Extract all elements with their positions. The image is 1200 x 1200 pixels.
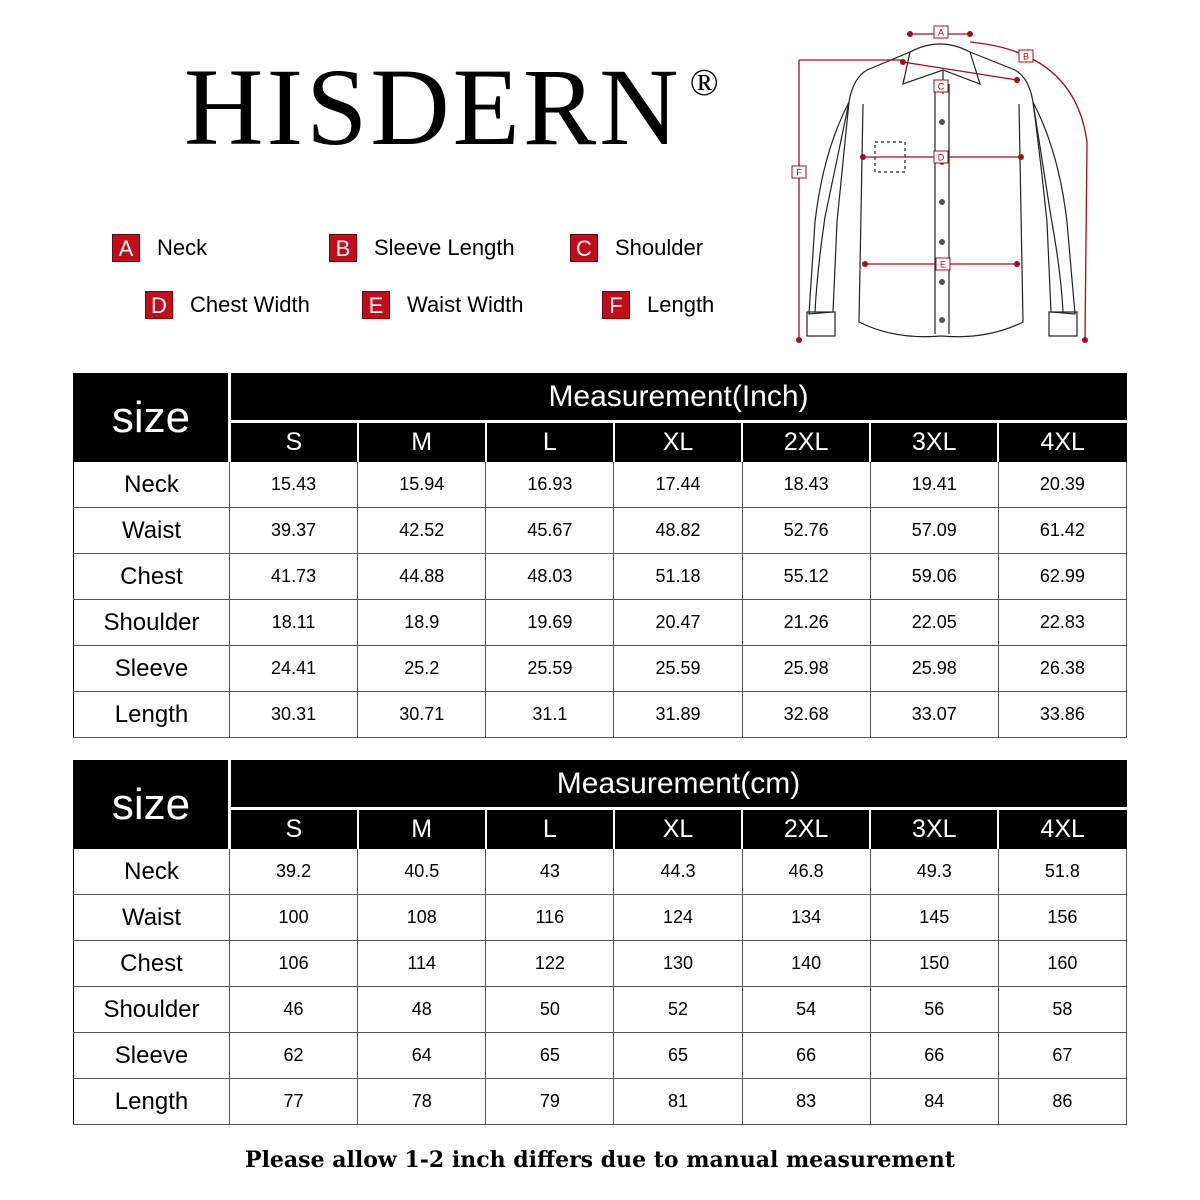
measurement-cell: 39.37: [230, 508, 358, 554]
marker-label: C: [937, 81, 945, 92]
row-label: Chest: [74, 941, 230, 987]
measurement-cell: 78: [358, 1079, 486, 1125]
measurement-cell: 46.8: [742, 849, 870, 895]
legend-item-chest-width: [145, 290, 310, 320]
measurement-cell: 15.94: [358, 462, 486, 508]
measurement-cell: 81: [614, 1079, 742, 1125]
measurement-cell: 49.3: [870, 849, 998, 895]
measurement-cell: 33.86: [998, 692, 1126, 738]
table-row: [74, 987, 1127, 1033]
legend-badge: C: [570, 234, 598, 262]
measurement-cell: 77: [230, 1079, 358, 1125]
size-col-header: L: [486, 422, 614, 462]
measurement-cell: 20.39: [998, 462, 1126, 508]
table-row: [74, 554, 1127, 600]
measurement-cell: 52: [614, 987, 742, 1033]
marker-label: A: [937, 27, 945, 38]
row-label: Shoulder: [74, 987, 230, 1033]
inch-size-table: [73, 373, 1127, 738]
legend-label: Sleeve Length: [374, 235, 515, 260]
measurement-cell: 17.44: [614, 462, 742, 508]
measurement-cell: 25.2: [358, 646, 486, 692]
measurement-cell: 66: [870, 1033, 998, 1079]
measurement-cell: 145: [870, 895, 998, 941]
legend-label: Waist Width: [407, 292, 524, 317]
measurement-cell: 30.31: [230, 692, 358, 738]
measurement-cell: 114: [358, 941, 486, 987]
measurement-cell: 66: [742, 1033, 870, 1079]
marker-label: F: [796, 167, 802, 178]
cm-table-title: Measurement(cm): [230, 761, 1127, 809]
legend-badge: B: [329, 234, 357, 262]
legend-label: Neck: [157, 235, 208, 260]
brand-name: HISDERN: [184, 46, 682, 168]
measurement-cell: 48.03: [486, 554, 614, 600]
marker-c: [934, 80, 948, 92]
measurement-cell: 31.1: [486, 692, 614, 738]
marker-f: [792, 166, 806, 178]
row-label: Sleeve: [74, 646, 230, 692]
measurement-cell: 48.82: [614, 508, 742, 554]
measurement-cell: 43: [486, 849, 614, 895]
table-row: [74, 508, 1127, 554]
legend-badge: A: [112, 234, 140, 262]
table-row: [74, 941, 1127, 987]
legend-badge: F: [602, 291, 630, 319]
legend-item-length: [602, 290, 714, 320]
measurement-cell: 32.68: [742, 692, 870, 738]
measurement-cell: 44.88: [358, 554, 486, 600]
measurement-cell: 122: [486, 941, 614, 987]
registered-mark: ®: [689, 62, 719, 104]
legend-label: Length: [647, 292, 715, 317]
size-col-header: M: [358, 422, 486, 462]
size-col-header: 3XL: [870, 422, 998, 462]
measurement-cell: 84: [870, 1079, 998, 1125]
measurement-cell: 56: [870, 987, 998, 1033]
measurement-cell: 20.47: [614, 600, 742, 646]
measurement-cell: 62: [230, 1033, 358, 1079]
measurement-cell: 156: [998, 895, 1126, 941]
measurement-cell: 134: [742, 895, 870, 941]
measurement-cell: 39.2: [230, 849, 358, 895]
measurement-cell: 25.98: [870, 646, 998, 692]
measurement-cell: 18.9: [358, 600, 486, 646]
measurement-cell: 21.26: [742, 600, 870, 646]
size-col-header: 2XL: [742, 422, 870, 462]
table-row: [74, 1033, 1127, 1079]
measurement-cell: 51.18: [614, 554, 742, 600]
measurement-cell: 64: [358, 1033, 486, 1079]
row-label: Waist: [74, 508, 230, 554]
measurement-cell: 41.73: [230, 554, 358, 600]
cm-size-table: [73, 760, 1127, 1125]
marker-label: B: [1022, 51, 1030, 62]
measurement-cell: 79: [486, 1079, 614, 1125]
legend-label: Chest Width: [190, 292, 310, 317]
row-label: Neck: [74, 462, 230, 508]
size-col-header: 4XL: [998, 422, 1126, 462]
brand-logo: [184, 46, 719, 168]
marker-a: [934, 26, 948, 38]
table-row: [74, 849, 1127, 895]
inch-table-body: [74, 462, 1127, 738]
measurement-cell: 55.12: [742, 554, 870, 600]
measurement-cell: 15.43: [230, 462, 358, 508]
measurement-cell: 108: [358, 895, 486, 941]
measurement-cell: 100: [230, 895, 358, 941]
measurement-cell: 31.89: [614, 692, 742, 738]
measurement-cell: 86: [998, 1079, 1126, 1125]
table-row: [74, 895, 1127, 941]
measurement-cell: 150: [870, 941, 998, 987]
marker-label: D: [937, 152, 945, 163]
measurement-cell: 51.8: [998, 849, 1126, 895]
measurement-cell: 22.05: [870, 600, 998, 646]
measurement-cell: 25.59: [486, 646, 614, 692]
row-label: Length: [74, 1079, 230, 1125]
measurement-cell: 54: [742, 987, 870, 1033]
size-col-header: S: [230, 422, 358, 462]
inch-table-title: Measurement(Inch): [230, 374, 1127, 422]
legend-label: Shoulder: [615, 235, 704, 260]
measurement-cell: 26.38: [998, 646, 1126, 692]
measurement-cell: 45.67: [486, 508, 614, 554]
size-header: size: [74, 374, 230, 462]
measurement-cell: 30.71: [358, 692, 486, 738]
measurement-cell: 130: [614, 941, 742, 987]
size-col-header: 4XL: [998, 809, 1126, 849]
legend-item-waist-width: [362, 290, 524, 320]
table-row: [74, 1079, 1127, 1125]
row-label: Sleeve: [74, 1033, 230, 1079]
measurement-cell: 59.06: [870, 554, 998, 600]
measurement-cell: 18.11: [230, 600, 358, 646]
measurement-note: Please allow 1-2 inch differs due to manual measurement: [245, 1147, 955, 1173]
measurement-cell: 124: [614, 895, 742, 941]
measurement-cell: 40.5: [358, 849, 486, 895]
measurement-cell: 19.69: [486, 600, 614, 646]
table-row: [74, 692, 1127, 738]
measurement-cell: 19.41: [870, 462, 998, 508]
measurement-cell: 33.07: [870, 692, 998, 738]
table-row: [74, 462, 1127, 508]
cm-table-body: [74, 849, 1127, 1125]
row-label: Waist: [74, 895, 230, 941]
legend-badge: D: [145, 291, 173, 319]
measurement-cell: 65: [486, 1033, 614, 1079]
measurement-cell: 57.09: [870, 508, 998, 554]
measurement-cell: 61.42: [998, 508, 1126, 554]
measurement-cell: 140: [742, 941, 870, 987]
shirt-diagram: [785, 22, 1195, 352]
legend-item-neck: [112, 233, 207, 263]
row-label: Chest: [74, 554, 230, 600]
measurement-cell: 58: [998, 987, 1126, 1033]
marker-b: [1019, 50, 1033, 62]
measurement-cell: 18.43: [742, 462, 870, 508]
measurement-cell: 83: [742, 1079, 870, 1125]
row-label: Shoulder: [74, 600, 230, 646]
size-col-header: XL: [614, 809, 742, 849]
row-label: Length: [74, 692, 230, 738]
size-col-header: 2XL: [742, 809, 870, 849]
measurement-cell: 50: [486, 987, 614, 1033]
measurement-cell: 22.83: [998, 600, 1126, 646]
table-row: [74, 600, 1127, 646]
marker-e: [936, 258, 950, 270]
measurement-cell: 25.98: [742, 646, 870, 692]
legend-item-shoulder: [570, 233, 703, 263]
measurement-cell: 52.76: [742, 508, 870, 554]
marker-label: E: [939, 259, 947, 270]
measurement-cell: 25.59: [614, 646, 742, 692]
measurement-cell: 44.3: [614, 849, 742, 895]
measurement-cell: 62.99: [998, 554, 1126, 600]
legend-item-sleeve-length: [329, 233, 515, 263]
table-row: [74, 646, 1127, 692]
measurement-cell: 116: [486, 895, 614, 941]
size-col-header: M: [358, 809, 486, 849]
size-header: size: [74, 761, 230, 849]
measurement-cell: 106: [230, 941, 358, 987]
measurement-cell: 48: [358, 987, 486, 1033]
measurement-cell: 46: [230, 987, 358, 1033]
size-col-header: S: [230, 809, 358, 849]
measurement-cell: 42.52: [358, 508, 486, 554]
measurement-cell: 160: [998, 941, 1126, 987]
size-col-header: 3XL: [870, 809, 998, 849]
marker-d: [934, 151, 948, 163]
measurement-cell: 24.41: [230, 646, 358, 692]
legend-badge: E: [362, 291, 390, 319]
size-col-header: L: [486, 809, 614, 849]
size-col-header: XL: [614, 422, 742, 462]
measurement-cell: 65: [614, 1033, 742, 1079]
measurement-cell: 16.93: [486, 462, 614, 508]
row-label: Neck: [74, 849, 230, 895]
measurement-cell: 67: [998, 1033, 1126, 1079]
